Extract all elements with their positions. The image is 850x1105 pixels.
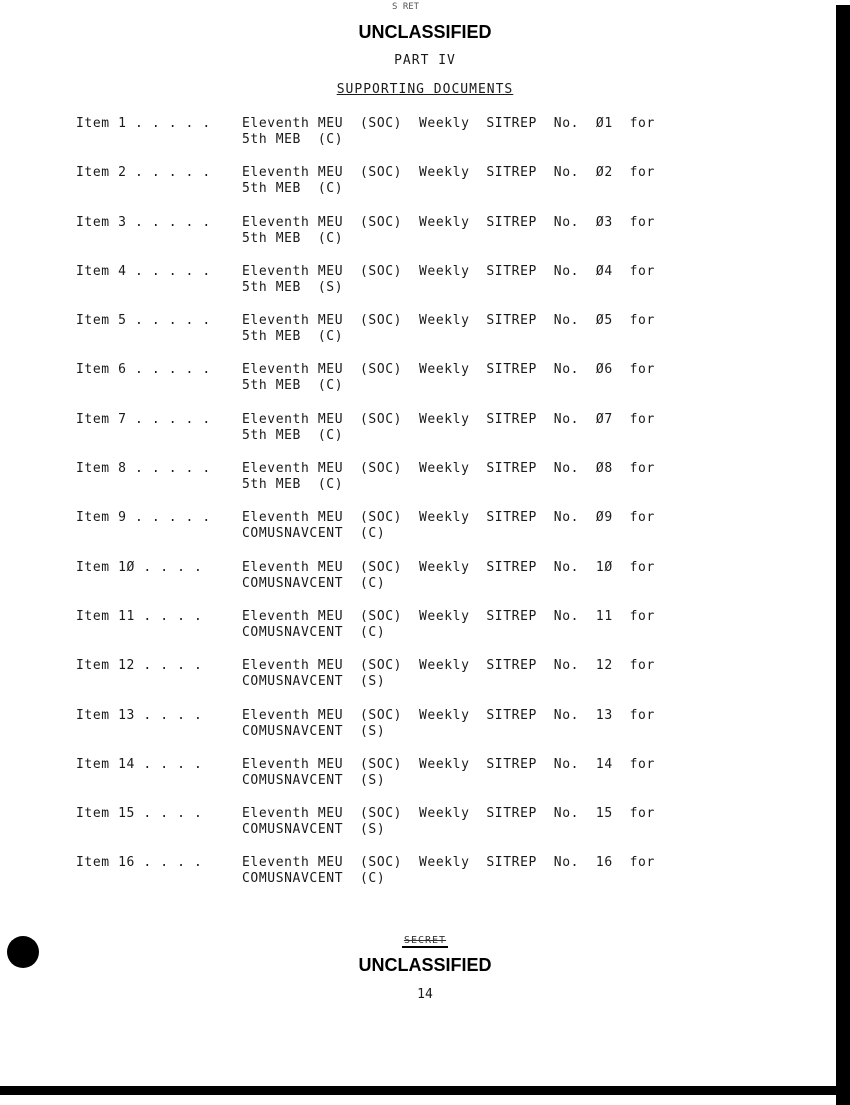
item-description	[242, 165, 686, 214]
item-description-line2: COMUSNAVCENT (C)	[242, 624, 386, 640]
supporting-documents-list	[76, 116, 686, 905]
item-label: Item 9 . . . . .	[76, 510, 211, 526]
list-item	[76, 510, 686, 559]
list-item	[76, 757, 686, 806]
item-description-line1: Eleventh MEU (SOC) Weekly SITREP No. Ø7 for	[242, 411, 655, 427]
item-description-line1: Eleventh MEU (SOC) Weekly SITREP No. Ø4 for	[242, 263, 655, 279]
item-description	[242, 116, 686, 165]
item-description-line1: Eleventh MEU (SOC) Weekly SITREP No. 11 for	[242, 608, 655, 624]
item-description-line1: Eleventh MEU (SOC) Weekly SITREP No. Ø5 for	[242, 313, 655, 329]
item-label: Item 4 . . . . .	[76, 263, 211, 279]
section-title-text: SUPPORTING DOCUMENTS	[336, 82, 514, 97]
item-description	[242, 560, 686, 609]
item-description-line2: 5th MEB (C)	[242, 427, 344, 443]
item-label: Item 1 . . . . .	[76, 116, 211, 131]
item-description	[242, 461, 686, 510]
item-description	[242, 412, 686, 461]
item-description-line2: 5th MEB (C)	[242, 230, 344, 246]
list-item	[76, 461, 686, 510]
classification-bottom: UNCLASSIFIED	[358, 955, 492, 975]
item-description	[242, 658, 686, 707]
item-description-line2: 5th MEB (C)	[242, 477, 344, 493]
item-description-line1: Eleventh MEU (SOC) Weekly SITREP No. 13 for	[242, 707, 655, 723]
list-item	[76, 855, 686, 904]
item-description	[242, 264, 686, 313]
list-item	[76, 165, 686, 214]
item-description-line2: COMUSNAVCENT (S)	[242, 822, 386, 838]
item-description	[242, 609, 686, 658]
item-description-line1: Eleventh MEU (SOC) Weekly SITREP No. 16 for	[242, 855, 655, 871]
item-description-line1: Eleventh MEU (SOC) Weekly SITREP No. 15 for	[242, 806, 655, 822]
item-description-line1: Eleventh MEU (SOC) Weekly SITREP No. Ø2 for	[242, 165, 655, 181]
list-item	[76, 708, 686, 757]
secret-marking	[0, 935, 850, 946]
item-description-line1: Eleventh MEU (SOC) Weekly SITREP No. Ø3 for	[242, 214, 655, 230]
list-item	[76, 609, 686, 658]
item-label: Item 6 . . . . .	[76, 362, 211, 378]
item-label: Item 15 . . . .	[76, 806, 203, 822]
item-description-line2: COMUSNAVCENT (S)	[242, 723, 386, 739]
item-description-line2: 5th MEB (S)	[242, 279, 344, 295]
item-label: Item 13 . . . .	[76, 707, 203, 723]
item-description-line1: Eleventh MEU (SOC) Weekly SITREP No. Ø9 for	[242, 510, 655, 526]
item-description	[242, 757, 686, 806]
section-title	[0, 82, 850, 97]
classification-top: UNCLASSIFIED	[358, 22, 492, 42]
item-label: Item 12 . . . .	[76, 658, 203, 674]
item-description-line2: COMUSNAVCENT (C)	[242, 526, 386, 542]
list-item	[76, 658, 686, 707]
item-description	[242, 855, 686, 904]
item-description	[242, 510, 686, 559]
list-item	[76, 412, 686, 461]
item-description-line1: Eleventh MEU (SOC) Weekly SITREP No. 14 for	[242, 756, 655, 772]
item-description-line1: Eleventh MEU (SOC) Weekly SITREP No. Ø6 for	[242, 362, 655, 378]
item-label: Item 16 . . . .	[76, 855, 203, 871]
secret-marking-text: SECRET	[403, 935, 447, 946]
item-description	[242, 362, 686, 411]
item-description	[242, 806, 686, 855]
punch-hole	[7, 936, 39, 968]
item-description	[242, 215, 686, 264]
item-description-line2: COMUSNAVCENT (S)	[242, 674, 386, 690]
item-description	[242, 708, 686, 757]
item-description-line2: COMUSNAVCENT (S)	[242, 772, 386, 788]
item-description-line1: Eleventh MEU (SOC) Weekly SITREP No. 12 for	[242, 658, 655, 674]
list-item	[76, 116, 686, 165]
item-description	[242, 313, 686, 362]
list-item	[76, 313, 686, 362]
item-label: Item 2 . . . . .	[76, 165, 211, 181]
item-description-line2: 5th MEB (C)	[242, 132, 344, 147]
list-item	[76, 215, 686, 264]
list-item	[76, 806, 686, 855]
item-label: Item 5 . . . . .	[76, 313, 211, 329]
list-item	[76, 264, 686, 313]
scan-border-bottom	[0, 1086, 850, 1095]
item-label: Item 14 . . . .	[76, 756, 203, 772]
item-description-line1: Eleventh MEU (SOC) Weekly SITREP No. Ø8 for	[242, 461, 655, 477]
item-label: Item 11 . . . .	[76, 608, 203, 624]
item-description-line1: Eleventh MEU (SOC) Weekly SITREP No. 1Ø for	[242, 559, 655, 575]
item-label: Item 7 . . . . .	[76, 411, 211, 427]
top-stray-mark: S RET	[392, 2, 420, 12]
item-description-line2: 5th MEB (C)	[242, 329, 344, 345]
item-label: Item 8 . . . . .	[76, 461, 211, 477]
item-description-line2: COMUSNAVCENT (C)	[242, 871, 386, 887]
page-number: 14	[417, 987, 433, 1002]
item-label: Item 1Ø . . . .	[76, 559, 203, 575]
list-item	[76, 362, 686, 411]
item-description-line2: COMUSNAVCENT (C)	[242, 575, 386, 591]
item-description-line2: 5th MEB (C)	[242, 378, 344, 394]
item-description-line1: Eleventh MEU (SOC) Weekly SITREP No. Ø1 for	[242, 116, 655, 131]
part-heading: PART IV	[394, 53, 456, 68]
item-label: Item 3 . . . . .	[76, 214, 211, 230]
list-item	[76, 560, 686, 609]
scan-border-right	[836, 5, 850, 1105]
item-description-line2: 5th MEB (C)	[242, 181, 344, 197]
